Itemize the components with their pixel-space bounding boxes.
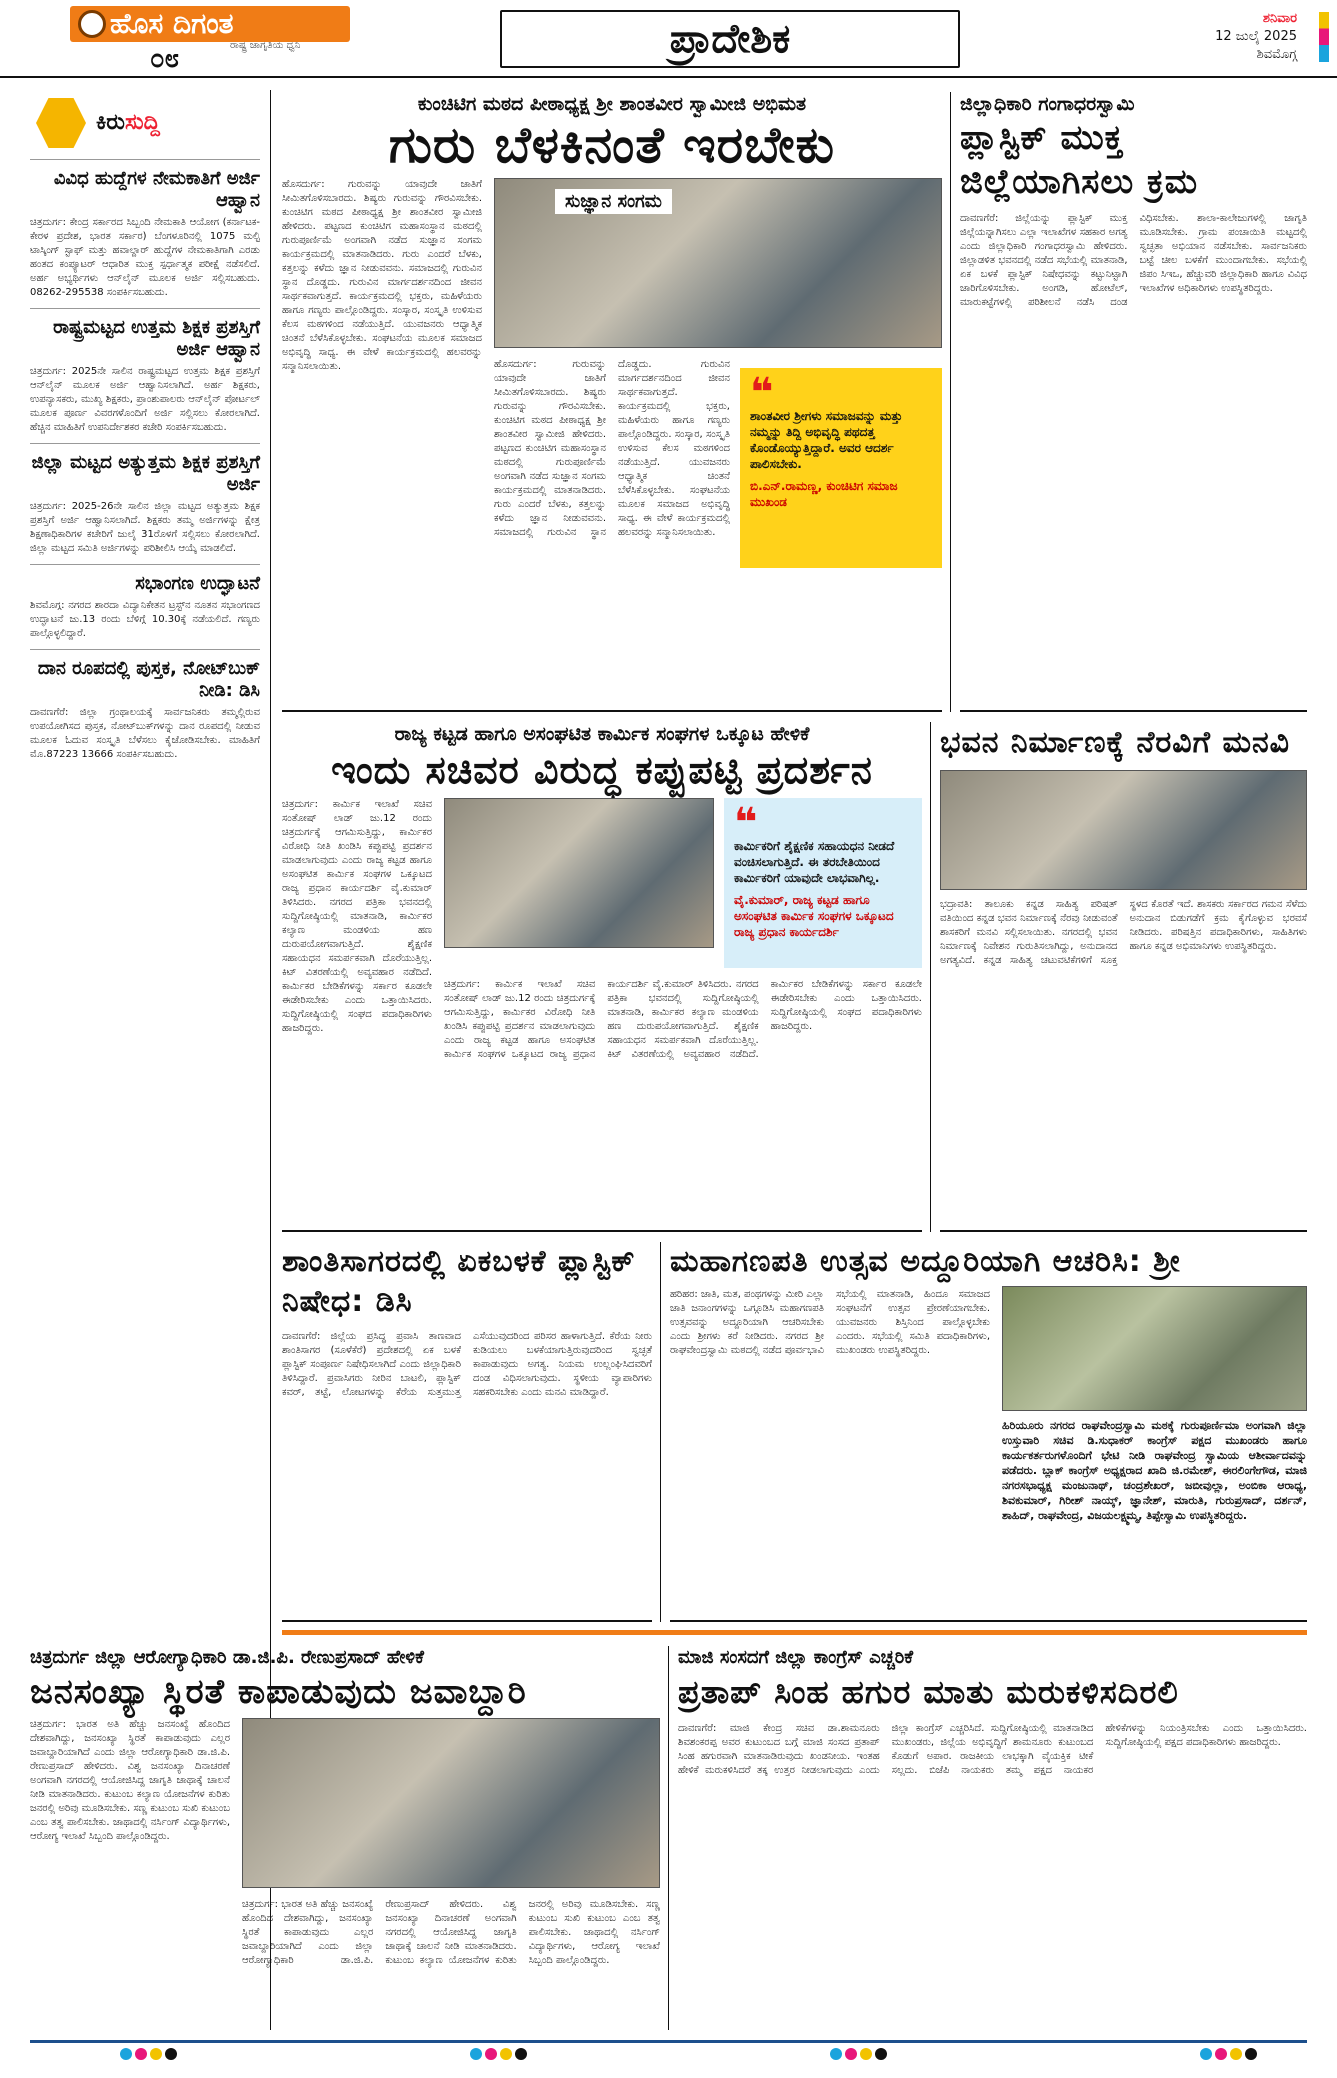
article-headline: ಶಾಂತಿಸಾಗರದಲ್ಲಿ ಏಕಬಳಕೆ ಪ್ಲಾಸ್ಟಿಕ್ ನಿಷೇಧ: ಡಿಸಿ — [282, 1244, 636, 1319]
brief-body: ಚಿತ್ರದುರ್ಗ: ಕೇಂದ್ರ ಸರ್ಕಾರದ ಸಿಬ್ಬಂದಿ ನೇಮಕಾತಿ ಆಯೋಗ (ಕರ್ನಾಟಕ-ಕೇರಳ ಪ್ರದೇಶ, ಭಾರತ ಸರ್ಕಾರ) ಬೆಂಗಳೂರಿನಲ್ಲಿ 1075 ಮಲ್ಟಿ ಟಾಸ್ಕಿಂಗ್ ಸ್ಟಾಫ್ ಮತ್ತು ಹವಾಲ್ದಾರ್ ಹುದ್ದೆಗಳ ನೇಮಕಾತಿಗಾಗಿ ಎರಡು ಹಂತದ ಕಂಪ್ಯೂಟರ್ ಆಧಾರಿತ ಮುಕ್ತ ಸ್ಪರ್ಧಾತ್ಮಕ ಪರೀಕ್ಷೆ ನಡೆಸಲಿದೆ. ಅರ್ಹ ಅಭ್ಯರ್ಥಿಗಳು ಆನ್‌ಲೈನ್ ಮೂಲಕ ಅರ್ಜಿ ಸಲ್ಲಿಸಬಹುದು. 08262-295538 ಸಂಪರ್ಕಿಸಬಹುದು. — [30, 217, 260, 298]
masthead — [70, 6, 350, 42]
article-photo — [494, 178, 942, 348]
cmyk-registration-marks — [1200, 2045, 1260, 2064]
quote-author: ಬಿ.ಎನ್.ರಾಮಣ್ಣ, ಕುಂಚಿಟಿಗ ಸಮಾಜ ಮುಖಂಡ — [750, 479, 898, 509]
article-body-continued — [242, 1898, 660, 2008]
column-divider — [950, 92, 951, 712]
brief-title: ರಾಷ್ಟ್ರಮಟ್ಟದ ಉತ್ತಮ ಶಿಕ್ಷಕ ಪ್ರಶಸ್ತಿಗೆ ಅರ್ಜಿ ಆಹ್ವಾನ — [53, 317, 260, 360]
article-photo — [940, 770, 1307, 890]
masthead-tagline: ರಾಷ್ಟ್ರ ಜಾಗೃತಿಯ ಧ್ವನಿ — [230, 40, 301, 51]
page-header — [0, 0, 1337, 78]
kiru-prefix: ಕಿರು — [96, 110, 125, 135]
article-body: ಚಿತ್ರದುರ್ಗ: ಭಾರತ ಅತಿ ಹೆಚ್ಚು ಜನಸಂಖ್ಯೆ ಹೊಂದಿದ ದೇಶವಾಗಿದ್ದು, ಜನಸಂಖ್ಯಾ ಸ್ಥಿರತೆ ಕಾಪಾಡುವುದು ಎಲ್ಲರ ಜವಾಬ್ದಾರಿಯಾಗಿದೆ ಎಂದು ಜಿಲ್ಲಾ ಆರೋಗ್ಯಾಧಿಕಾರಿ ಡಾ.ಜಿ.ಪಿ. ರೇಣುಪ್ರಸಾದ್ ಹೇಳಿದರು. ವಿಶ್ವ ಜನಸಂಖ್ಯಾ ದಿನಾಚರಣೆ ಅಂಗವಾಗಿ ನಗರದಲ್ಲಿ ಆಯೋಜಿಸಿದ್ದ ಜಾಗೃತಿ ಜಾಥಾಕ್ಕೆ ಚಾಲನೆ ನೀಡಿ ಮಾತನಾಡಿದರು. ಕುಟುಂಬ ಕಲ್ಯಾಣ ಯೋಜನೆಗಳ ಕುರಿತು ಜನರಲ್ಲಿ ಅರಿವು ಮೂಡಿಸಬೇಕು. ಸಣ್ಣ ಕುಟುಂಬ ಸುಖಿ ಕುಟುಂಬ ಎಂಬ ತತ್ವ ಪಾಲಿಸಬೇಕು. ಜಾಥಾದಲ್ಲಿ ನರ್ಸಿಂಗ್ ವಿದ್ಯಾರ್ಥಿಗಳು, ಆರೋಗ್ಯ ಇಲಾಖೆ ಸಿಬ್ಬಂದಿ ಪಾಲ್ಗೊಂಡಿದ್ದರು. — [30, 1719, 230, 1842]
brief-title: ಸಭಾಂಗಣ ಉದ್ಘಾಟನೆ — [135, 573, 260, 594]
article-kicker: ಚಿತ್ರದುರ್ಗ ಜಿಲ್ಲಾ ಆರೋಗ್ಯಾಧಿಕಾರಿ ಡಾ.ಜಿ.ಪಿ. ರೇಣುಪ್ರಸಾದ್ ಹೇಳಿಕೆ — [30, 1647, 424, 1668]
article-headline: ಜನಸಂಖ್ಯಾ ಸ್ಥಿರತೆ ಕಾಪಾಡುವುದು ಜವಾಬ್ದಾರಿ — [30, 1672, 527, 1712]
section-rule — [282, 1630, 1307, 1635]
article-headline: ಇಂದು ಸಚಿವರ ವಿರುದ್ಧ ಕಪ್ಪುಪಟ್ಟಿ ಪ್ರದರ್ಶನ — [331, 748, 873, 792]
day-label: ಶನಿವಾರ — [1262, 11, 1297, 26]
article-headline: ಗುರು ಬೆಳಕಿನಂತೆ ಇರಬೇಕು — [388, 116, 836, 174]
pull-quote — [724, 798, 922, 968]
masthead-title: ಹೊಸ ದಿಗಂತ — [110, 7, 234, 40]
quote-mark-icon: ❝ — [734, 800, 758, 846]
kiru-suddi-label — [96, 110, 160, 135]
article-population — [30, 1646, 660, 2030]
article-body-continued — [494, 358, 730, 698]
section-title: ಪ್ರಾದೇಶಿಕ — [500, 10, 960, 68]
brief-body: ಶಿವಮೊಗ್ಗ: ನಗರದ ಶಾರದಾ ವಿದ್ಯಾನಿಕೇತನ ಟ್ರಸ್ಟ್‌ನ ನೂತನ ಸಭಾಂಗಣದ ಉದ್ಘಾಟನೆ ಜು.13 ರಂದು ಬೆಳಿಗ್ಗೆ 10.30ಕ್ಕೆ ನಡೆಯಲಿದೆ. ಗಣ್ಯರು ಪಾಲ್ಗೊಳ್ಳಲಿದ್ದಾರೆ. — [30, 600, 260, 639]
brief-item — [30, 309, 260, 444]
pointing-hand-icon — [36, 98, 86, 148]
article-mahaganapati — [670, 1242, 1307, 1622]
quote-text: ಕಾರ್ಮಿಕರಿಗೆ ಶೈಕ್ಷಣಿಕ ಸಹಾಯಧನ ನೀಡದೆ ವಂಚಿಸಲಾಗುತ್ತಿದೆ. ಈ ತರಬೇತಿಯಿಂದ ಕಾರ್ಮಿಕರಿಗೆ ಯಾವುದೇ ಲಾಭವಾಗಿಲ್ಲ. — [734, 839, 895, 885]
brief-title: ವಿವಿಧ ಹುದ್ದೆಗಳ ನೇಮಕಾತಿಗೆ ಅರ್ಜಿ ಆಹ್ವಾನ — [53, 168, 260, 211]
cmyk-registration-marks — [120, 2045, 180, 2064]
photo-banner: ಸುಜ್ಞಾನ ಸಂಗಮ — [555, 189, 672, 214]
article-body: ಹರಿಹರ: ಜಾತಿ, ಮತ, ಪಂಥಗಳನ್ನು ಮೀರಿ ಎಲ್ಲಾ ಜಾತಿ ಜನಾಂಗಗಳನ್ನು ಒಗ್ಗೂಡಿಸಿ ಮಹಾಗಣಪತಿ ಉತ್ಸವವನ್ನು ಅದ್ದೂರಿಯಾಗಿ ಆಚರಿಸಬೇಕು ಎಂದು ಶ್ರೀಗಳು ಕರೆ ನೀಡಿದರು. ನಗರದ ಶ್ರೀ ರಾಘವೇಂದ್ರಸ್ವಾಮಿ ಮಠದಲ್ಲಿ ನಡೆದ ಪೂರ್ವಭಾವಿ ಸಭೆಯಲ್ಲಿ ಮಾತನಾಡಿ, ಹಿಂದೂ ಸಮಾಜದ ಸಂಘಟನೆಗೆ ಉತ್ಸವ ಪ್ರೇರಣೆಯಾಗಬೇಕು. ಯುವಜನರು ಶಿಸ್ತಿನಿಂದ ಪಾಲ್ಗೊಳ್ಳಬೇಕು ಎಂದರು. ಸಭೆಯಲ್ಲಿ ಸಮಿತಿ ಪದಾಧಿಕಾರಿಗಳು, ಮುಖಂಡರು ಉಪಸ್ಥಿತರಿದ್ದರು. — [670, 1289, 990, 1356]
cmyk-registration-marks — [470, 2045, 530, 2064]
brief-item — [30, 650, 260, 770]
article-black-band-protest — [282, 722, 922, 1232]
article-kicker: ಕುಂಚಿಟಿಗ ಮಠದ ಪೀಠಾಧ್ಯಕ್ಷ ಶ್ರೀ ಶಾಂತವೀರ ಸ್ವಾಮೀಜಿ ಅಭಿಮತ — [417, 93, 807, 115]
article-body-text: ಹೊಸದುರ್ಗ: ಗುರುವನ್ನು ಯಾವುದೇ ಜಾತಿಗೆ ಸೀಮಿತಗೊಳಿಸಬಾರದು. ಶಿಷ್ಯರು ಗುರುವನ್ನು ಗೌರವಿಸಬೇಕು. ಕುಂಚಿಟಿಗ ಮಠದ ಪೀಠಾಧ್ಯಕ್ಷ ಶ್ರೀ ಶಾಂತವೀರ ಸ್ವಾಮೀಜಿ ಹೇಳಿದರು. ಪಟ್ಟಣದ ಕುಂಚಿಟಿಗ ಮಹಾಸಂಸ್ಥಾನ ಮಠದಲ್ಲಿ ಗುರುಪೂರ್ಣಿಮೆ ಅಂಗವಾಗಿ ನಡೆದ ಸುಜ್ಞಾನ ಸಂಗಮ ಕಾರ್ಯಕ್ರಮದಲ್ಲಿ ಮಾತನಾಡಿದರು. ಗುರು ಎಂದರೆ ಬೆಳಕು, ಕತ್ತಲನ್ನು ಕಳೆದು ಜ್ಞಾನ ನೀಡುವವನು. ಸಮಾಜದಲ್ಲಿ ಗುರುವಿನ ಸ್ಥಾನ ದೊಡ್ಡದು. ಗುರುವಿನ ಮಾರ್ಗದರ್ಶನದಿಂದ ಜೀವನ ಸಾರ್ಥಕವಾಗುತ್ತದೆ. ಕಾರ್ಯಕ್ರಮದಲ್ಲಿ ಭಕ್ತರು, ಮಹಿಳೆಯರು ಹಾಗೂ ಗಣ್ಯರು ಪಾಲ್ಗೊಂಡಿದ್ದರು. ಸಂಸ್ಕಾರ, ಸಂಸ್ಕೃತಿ ಉಳಿಸುವ ಕೆಲಸ ಮಠಗಳಿಂದ ನಡೆಯುತ್ತಿದೆ. ಯುವಜನರು ಆಧ್ಯಾತ್ಮಿಕ ಚಿಂತನೆ ಬೆಳೆಸಿಕೊಳ್ಳಬೇಕು. ಸಂಘಟನೆಯ ಮೂಲಕ ಸಮಾಜದ ಅಭಿವೃದ್ಧಿ ಸಾಧ್ಯ. ಈ ವೇಳೆ ಕಾರ್ಯಕ್ರಮದಲ್ಲಿ ಹಲವರನ್ನು ಸನ್ಮಾನಿಸಲಾಯಿತು. — [494, 359, 730, 538]
article-bhavan — [940, 722, 1307, 1232]
article-headline: ಪ್ರತಾಪ್ ಸಿಂಹ ಹಗುರ ಮಾತು ಮರುಕಳಿಸದಿರಲಿ — [678, 1673, 1179, 1711]
photo-caption: ಹಿರಿಯೂರು ನಗರದ ರಾಘವೇಂದ್ರಸ್ವಾಮಿ ಮಠಕ್ಕೆ ಗುರುಪೂರ್ಣಿಮಾ ಅಂಗವಾಗಿ ಜಿಲ್ಲಾ ಉಸ್ತುವಾರಿ ಸಚಿವ ಡಿ.ಸುಧಾಕರ್ ಕಾಂಗ್ರೆಸ್ ಪಕ್ಷದ ಮುಖಂಡರು ಹಾಗೂ ಕಾರ್ಯಕರ್ತರುಗಳೊಂದಿಗೆ ಭೇಟಿ ನೀಡಿ ರಾಘವೇಂದ್ರ ಸ್ವಾಮಿಯ ಆಶೀರ್ವಾದವನ್ನು ಪಡೆದರು. ಬ್ಲಾಕ್ ಕಾಂಗ್ರೆಸ್ ಅಧ್ಯಕ್ಷರಾದ ಖಾದಿ ಜಿ.ರಮೇಶ್, ಈರಲಿಂಗೇಗೌಡ, ಮಾಜಿ ನಗರಸಭಾಧ್ಯಕ್ಷ ಮಂಜುನಾಥ್, ಚಂದ್ರಶೇಖರ್, ಜಬೀವುಲ್ಲಾ, ಅಂಬಿಕಾ ಆರಾಧ್ಯ, ಶಿವಕುಮಾರ್, ಗಿರೀಶ್ ನಾಯ್ಕ್, ಜ್ಞಾನೇಶ್, ಮಾರುತಿ, ಗುರುಪ್ರಸಾದ್, ದರ್ಶನ್, ಶಾಹಿದ್, ರಾಘವೇಂದ್ರ, ವಿಜಯಲಕ್ಷ್ಮಮ್ಮ, ತಿಪ್ಪೇಸ್ವಾಮಿ ಉಪಸ್ಥಿತರಿದ್ದರು. — [1002, 1419, 1307, 1522]
article-body: ಹೊಸದುರ್ಗ: ಗುರುವನ್ನು ಯಾವುದೇ ಜಾತಿಗೆ ಸೀಮಿತಗೊಳಿಸಬಾರದು. ಶಿಷ್ಯರು ಗುರುವನ್ನು ಗೌರವಿಸಬೇಕು. ಕುಂಚಿಟಿಗ ಮಠದ ಪೀಠಾಧ್ಯಕ್ಷ ಶ್ರೀ ಶಾಂತವೀರ ಸ್ವಾಮೀಜಿ ಹೇಳಿದರು. ಪಟ್ಟಣದ ಕುಂಚಿಟಿಗ ಮಹಾಸಂಸ್ಥಾನ ಮಠದಲ್ಲಿ ಗುರುಪೂರ್ಣಿಮೆ ಅಂಗವಾಗಿ ನಡೆದ ಸುಜ್ಞಾನ ಸಂಗಮ ಕಾರ್ಯಕ್ರಮದಲ್ಲಿ ಮಾತನಾಡಿದರು. ಗುರು ಎಂದರೆ ಬೆಳಕು, ಕತ್ತಲನ್ನು ಕಳೆದು ಜ್ಞಾನ ನೀಡುವವನು. ಸಮಾಜದಲ್ಲಿ ಗುರುವಿನ ಸ್ಥಾನ ದೊಡ್ಡದು. ಗುರುವಿನ ಮಾರ್ಗದರ್ಶನದಿಂದ ಜೀವನ ಸಾರ್ಥಕವಾಗುತ್ತದೆ. ಕಾರ್ಯಕ್ರಮದಲ್ಲಿ ಭಕ್ತರು, ಮಹಿಳೆಯರು ಹಾಗೂ ಗಣ್ಯರು ಪಾಲ್ಗೊಂಡಿದ್ದರು. ಸಂಸ್ಕಾರ, ಸಂಸ್ಕೃತಿ ಉಳಿಸುವ ಕೆಲಸ ಮಠಗಳಿಂದ ನಡೆಯುತ್ತಿದೆ. ಯುವಜನರು ಆಧ್ಯಾತ್ಮಿಕ ಚಿಂತನೆ ಬೆಳೆಸಿಕೊಳ್ಳಬೇಕು. ಸಂಘಟನೆಯ ಮೂಲಕ ಸಮಾಜದ ಅಭಿವೃದ್ಧಿ ಸಾಧ್ಯ. ಈ ವೇಳೆ ಕಾರ್ಯಕ್ರಮದಲ್ಲಿ ಹಲವರನ್ನು ಸನ್ಮಾನಿಸಲಾಯಿತು. — [282, 179, 482, 372]
article-body: ದಾವಣಗೆರೆ: ಮಾಜಿ ಕೇಂದ್ರ ಸಚಿವ ಡಾ.ಶಾಮನೂರು ಶಿವಶಂಕರಪ್ಪ ಅವರ ಕುಟುಂಬದ ಬಗ್ಗೆ ಮಾಜಿ ಸಂಸದ ಪ್ರತಾಪ್ ಸಿಂಹ ಹಗುರವಾಗಿ ಮಾತನಾಡಿರುವುದು ಖಂಡನೀಯ. ಇಂತಹ ಹೇಳಿಕೆ ಮರುಕಳಿಸಿದರೆ ತಕ್ಕ ಉತ್ತರ ನೀಡಲಾಗುವುದು ಎಂದು ಜಿಲ್ಲಾ ಕಾಂಗ್ರೆಸ್ ಎಚ್ಚರಿಸಿದೆ. ಸುದ್ದಿಗೋಷ್ಠಿಯಲ್ಲಿ ಮಾತನಾಡಿದ ಮುಖಂಡರು, ಜಿಲ್ಲೆಯ ಅಭಿವೃದ್ಧಿಗೆ ಶಾಮನೂರು ಕುಟುಂಬದ ಕೊಡುಗೆ ಅಪಾರ. ರಾಜಕೀಯ ಲಾಭಕ್ಕಾಗಿ ವೈಯಕ್ತಿಕ ಟೀಕೆ ಸಲ್ಲದು. ಬಿಜೆಪಿ ನಾಯಕರು ತಮ್ಮ ಪಕ್ಷದ ನಾಯಕರ ಹೇಳಿಕೆಗಳನ್ನು ನಿಯಂತ್ರಿಸಬೇಕು ಎಂದು ಒತ್ತಾಯಿಸಿದರು. ಸುದ್ದಿಗೋಷ್ಠಿಯಲ್ಲಿ ಪಕ್ಷದ ಪದಾಧಿಕಾರಿಗಳು ಹಾಜರಿದ್ದರು. — [678, 1723, 1307, 1776]
kiru-suddi-banner — [30, 90, 260, 160]
article-headline: ಪ್ಲಾಸ್ಟಿಕ್ ಮುಕ್ತ ಜಿಲ್ಲೆಯಾಗಿಸಲು ಕ್ರಮ — [960, 118, 1199, 202]
kiru-suffix: ಸುದ್ದಿ — [124, 110, 160, 135]
brief-body: ದಾವಣಗೆರೆ: ಜಿಲ್ಲಾ ಗ್ರಂಥಾಲಯಕ್ಕೆ ಸಾರ್ವಜನಿಕರು ತಮ್ಮಲ್ಲಿರುವ ಉಪಯೋಗಿಸದ ಪುಸ್ತಕ, ನೋಟ್‌ಬುಕ್‌ಗಳನ್ನು ದಾನ ರೂಪದಲ್ಲಿ ನೀಡುವ ಮೂಲಕ ಓದುವ ಸಂಸ್ಕೃತಿ ಬೆಳೆಸಲು ಕೈಜೋಡಿಸಬೇಕು. ಮಾಹಿತಿಗೆ ಮೊ.87223 13666 ಸಂಪರ್ಕಿಸಬಹುದು. — [30, 707, 260, 760]
article-kicker: ಜಿಲ್ಲಾಧಿಕಾರಿ ಗಂಗಾಧರಸ್ವಾಮಿ — [960, 93, 1135, 115]
article-kicker: ಮಾಜಿ ಸಂಸದಗೆ ಜಿಲ್ಲಾ ಕಾಂಗ್ರೆಸ್ ಎಚ್ಚರಿಕೆ — [678, 1647, 914, 1668]
article-shantisagara — [282, 1242, 652, 1622]
registration-color-bar — [1319, 12, 1329, 62]
article-pratap-simha — [678, 1646, 1307, 2030]
article-headline: ಭವನ ನಿರ್ಮಾಣಕ್ಕೆ ನೆರವಿಗೆ ಮನವಿ — [940, 725, 1291, 760]
footer-rule — [30, 2040, 1307, 2043]
brief-body: ಚಿತ್ರದುರ್ಗ: 2025-26ನೇ ಸಾಲಿನ ಜಿಲ್ಲಾ ಮಟ್ಟದ ಅತ್ಯುತ್ತಮ ಶಿಕ್ಷಕ ಪ್ರಶಸ್ತಿಗೆ ಅರ್ಜಿ ಆಹ್ವಾನಿಸಲಾಗಿದೆ. ಶಿಕ್ಷಕರು ತಮ್ಮ ಅರ್ಜಿಗಳನ್ನು ಕ್ಷೇತ್ರ ಶಿಕ್ಷಣಾಧಿಕಾರಿಗಳ ಕಚೇರಿಗೆ ಜುಲೈ 31ರೊಳಗೆ ಸಲ್ಲಿಸಲು ಕೋರಲಾಗಿದೆ. ಜಿಲ್ಲಾ ಮಟ್ಟದ ಸಮಿತಿ ಅರ್ಜಿಗಳನ್ನು ಪರಿಶೀಲಿಸಿ ಆಯ್ಕೆ ಮಾಡಲಿದೆ. — [30, 501, 260, 554]
article-body-text: ಚಿತ್ರದುರ್ಗ: ಭಾರತ ಅತಿ ಹೆಚ್ಚು ಜನಸಂಖ್ಯೆ ಹೊಂದಿದ ದೇಶವಾಗಿದ್ದು, ಜನಸಂಖ್ಯಾ ಸ್ಥಿರತೆ ಕಾಪಾಡುವುದು ಎಲ್ಲರ ಜವಾಬ್ದಾರಿಯಾಗಿದೆ ಎಂದು ಜಿಲ್ಲಾ ಆರೋಗ್ಯಾಧಿಕಾರಿ ಡಾ.ಜಿ.ಪಿ. ರೇಣುಪ್ರಸಾದ್ ಹೇಳಿದರು. ವಿಶ್ವ ಜನಸಂಖ್ಯಾ ದಿನಾಚರಣೆ ಅಂಗವಾಗಿ ನಗರದಲ್ಲಿ ಆಯೋಜಿಸಿದ್ದ ಜಾಗೃತಿ ಜಾಥಾಕ್ಕೆ ಚಾಲನೆ ನೀಡಿ ಮಾತನಾಡಿದರು. ಕುಟುಂಬ ಕಲ್ಯಾಣ ಯೋಜನೆಗಳ ಕುರಿತು ಜನರಲ್ಲಿ ಅರಿವು ಮೂಡಿಸಬೇಕು. ಸಣ್ಣ ಕುಟುಂಬ ಸುಖಿ ಕುಟುಂಬ ಎಂಬ ತತ್ವ ಪಾಲಿಸಬೇಕು. ಜಾಥಾದಲ್ಲಿ ನರ್ಸಿಂಗ್ ವಿದ್ಯಾರ್ಥಿಗಳು, ಆರೋಗ್ಯ ಇಲಾಖೆ ಸಿಬ್ಬಂದಿ ಪಾಲ್ಗೊಂಡಿದ್ದರು. — [242, 1899, 660, 1966]
article-photo — [242, 1718, 660, 1888]
column-divider — [930, 722, 931, 1232]
brief-title: ಜಿಲ್ಲಾ ಮಟ್ಟದ ಅತ್ಯುತ್ತಮ ಶಿಕ್ಷಕ ಪ್ರಶಸ್ತಿಗೆ ಅರ್ಜಿ — [31, 452, 260, 495]
quote-text: ಶಾಂತವೀರ ಶ್ರೀಗಳು ಸಮಾಜವನ್ನು ಮತ್ತು ನಮ್ಮನ್ನು ತಿದ್ದಿ ಅಭಿವೃದ್ಧಿ ಪಥದತ್ತ ಕೊಂಡೊಯ್ಯುತ್ತಿದ್ದಾರೆ. ಅವರ ಆದರ್ಶ ಪಾಲಿಸಬೇಕು. — [750, 409, 903, 471]
cmyk-registration-marks — [830, 2045, 890, 2064]
dateline — [1215, 10, 1297, 64]
brief-item — [30, 160, 260, 309]
quote-mark-icon: ❝ — [750, 370, 774, 416]
article-body: ಭದ್ರಾವತಿ: ತಾಲೂಕು ಕನ್ನಡ ಸಾಹಿತ್ಯ ಪರಿಷತ್ ವತಿಯಿಂದ ಕನ್ನಡ ಭವನ ನಿರ್ಮಾಣಕ್ಕೆ ನೆರವು ನೀಡುವಂತೆ ಶಾಸಕರಿಗೆ ಮನವಿ ಸಲ್ಲಿಸಲಾಯಿತು. ನಗರದಲ್ಲಿ ಭವನ ನಿರ್ಮಾಣಕ್ಕೆ ನಿವೇಶನ ಗುರುತಿಸಲಾಗಿದ್ದು, ಅನುದಾನದ ಅಗತ್ಯವಿದೆ. ಕನ್ನಡ ಸಾಹಿತ್ಯ ಚಟುವಟಿಕೆಗಳಿಗೆ ಸೂಕ್ತ ಸ್ಥಳದ ಕೊರತೆ ಇದೆ. ಶಾಸಕರು ಸರ್ಕಾರದ ಗಮನ ಸೆಳೆದು ಅನುದಾನ ಬಿಡುಗಡೆಗೆ ಕ್ರಮ ಕೈಗೊಳ್ಳುವ ಭರವಸೆ ನೀಡಿದರು. ಪರಿಷತ್ತಿನ ಪದಾಧಿಕಾರಿಗಳು, ಸಾಹಿತಿಗಳು ಹಾಗೂ ಕನ್ನಡ ಅಭಿಮಾನಿಗಳು ಉಪಸ್ಥಿತರಿದ್ದರು. — [940, 899, 1307, 966]
brief-item — [30, 444, 260, 565]
brief-title: ದಾನ ರೂಪದಲ್ಲಿ ಪುಸ್ತಕ, ನೋಟ್‌ಬುಕ್ ನೀಡಿ: ಡಿಸಿ — [37, 658, 260, 701]
page-number: ೦೮ — [150, 44, 180, 74]
brief-item — [30, 565, 260, 650]
article-body: ದಾವಣಗೆರೆ: ಜಿಲ್ಲೆಯನ್ನು ಪ್ಲಾಸ್ಟಿಕ್ ಮುಕ್ತ ಜಿಲ್ಲೆಯನ್ನಾಗಿಸಲು ಎಲ್ಲಾ ಇಲಾಖೆಗಳ ಸಹಕಾರ ಅಗತ್ಯ ಎಂದು ಜಿಲ್ಲಾಧಿಕಾರಿ ಗಂಗಾಧರಸ್ವಾಮಿ ಹೇಳಿದರು. ಜಿಲ್ಲಾಡಳಿತ ಭವನದಲ್ಲಿ ನಡೆದ ಸಭೆಯಲ್ಲಿ ಮಾತನಾಡಿ, ಏಕ ಬಳಕೆ ಪ್ಲಾಸ್ಟಿಕ್ ನಿಷೇಧವನ್ನು ಕಟ್ಟುನಿಟ್ಟಾಗಿ ಜಾರಿಗೊಳಿಸಬೇಕು. ಅಂಗಡಿ, ಹೋಟೆಲ್, ಮಾರುಕಟ್ಟೆಗಳಲ್ಲಿ ಪರಿಶೀಲನೆ ನಡೆಸಿ ದಂಡ ವಿಧಿಸಬೇಕು. ಶಾಲಾ-ಕಾಲೇಜುಗಳಲ್ಲಿ ಜಾಗೃತಿ ಮೂಡಿಸಬೇಕು. ಗ್ರಾಮ ಪಂಚಾಯಿತಿ ಮಟ್ಟದಲ್ಲಿ ಸ್ವಚ್ಛತಾ ಅಭಿಯಾನ ನಡೆಸಬೇಕು. ಸಾರ್ವಜನಿಕರು ಬಟ್ಟೆ ಚೀಲ ಬಳಕೆಗೆ ಮುಂದಾಗಬೇಕು. ಸಭೆಯಲ್ಲಿ ಜಿಪಂ ಸಿಇಒ, ಹೆಚ್ಚುವರಿ ಜಿಲ್ಲಾಧಿಕಾರಿ ಹಾಗೂ ವಿವಿಧ ಇಲಾಖೆಗಳ ಅಧಿಕಾರಿಗಳು ಉಪಸ್ಥಿತರಿದ್ದರು. — [960, 213, 1307, 308]
article-body: ಚಿತ್ರದುರ್ಗ: ಕಾರ್ಮಿಕ ಇಲಾಖೆ ಸಚಿವ ಸಂತೋಷ್ ಲಾಡ್ ಜು.12 ರಂದು ಚಿತ್ರದುರ್ಗಕ್ಕೆ ಆಗಮಿಸುತ್ತಿದ್ದು, ಕಾರ್ಮಿಕರ ವಿರೋಧಿ ನೀತಿ ಖಂಡಿಸಿ ಕಪ್ಪುಪಟ್ಟಿ ಪ್ರದರ್ಶನ ಮಾಡಲಾಗುವುದು ಎಂದು ರಾಜ್ಯ ಕಟ್ಟಡ ಹಾಗೂ ಅಸಂಘಟಿತ ಕಾರ್ಮಿಕ ಸಂಘಗಳ ಒಕ್ಕೂಟದ ರಾಜ್ಯ ಪ್ರಧಾನ ಕಾರ್ಯದರ್ಶಿ ವೈ.ಕುಮಾರ್ ತಿಳಿಸಿದರು. ನಗರದ ಪತ್ರಿಕಾ ಭವನದಲ್ಲಿ ಸುದ್ದಿಗೋಷ್ಠಿಯಲ್ಲಿ ಮಾತನಾಡಿ, ಕಾರ್ಮಿಕರ ಕಲ್ಯಾಣ ಮಂಡಳಿಯ ಹಣ ದುರುಪಯೋಗವಾಗುತ್ತಿದೆ. ಶೈಕ್ಷಣಿಕ ಸಹಾಯಧನ ಸಮರ್ಪಕವಾಗಿ ದೊರೆಯುತ್ತಿಲ್ಲ. ಕಿಟ್ ವಿತರಣೆಯಲ್ಲಿ ಅವ್ಯವಹಾರ ನಡೆದಿದೆ. ಕಾರ್ಮಿಕರ ಬೇಡಿಕೆಗಳನ್ನು ಸರ್ಕಾರ ಕೂಡಲೇ ಈಡೇರಿಸಬೇಕು ಎಂದು ಒತ್ತಾಯಿಸಿದರು. ಸುದ್ದಿಗೋಷ್ಠಿಯಲ್ಲಿ ಸಂಘದ ಪದಾಧಿಕಾರಿಗಳು ಹಾಜರಿದ್ದರು. — [282, 799, 432, 1034]
city-label: ಶಿವಮೊಗ್ಗ — [1256, 47, 1297, 62]
article-photo — [444, 798, 714, 948]
article-body: ದಾವಣಗೆರೆ: ಜಿಲ್ಲೆಯ ಪ್ರಸಿದ್ಧ ಪ್ರವಾಸಿ ತಾಣವಾದ ಶಾಂತಿಸಾಗರ (ಸೂಳೆಕೆರೆ) ಪ್ರದೇಶದಲ್ಲಿ ಏಕ ಬಳಕೆ ಪ್ಲಾಸ್ಟಿಕ್ ಸಂಪೂರ್ಣ ನಿಷೇಧಿಸಲಾಗಿದೆ ಎಂದು ಜಿಲ್ಲಾಧಿಕಾರಿ ತಿಳಿಸಿದ್ದಾರೆ. ಪ್ರವಾಸಿಗರು ನೀರಿನ ಬಾಟಲಿ, ಪ್ಲಾಸ್ಟಿಕ್ ಕವರ್, ತಟ್ಟೆ, ಲೋಟಗಳನ್ನು ಕೆರೆಯ ಸುತ್ತಮುತ್ತ ಎಸೆಯುವುದರಿಂದ ಪರಿಸರ ಹಾಳಾಗುತ್ತಿದೆ. ಕೆರೆಯ ನೀರು ಕುಡಿಯಲು ಬಳಕೆಯಾಗುತ್ತಿರುವುದರಿಂದ ಸ್ವಚ್ಛತೆ ಕಾಪಾಡುವುದು ಅಗತ್ಯ. ನಿಯಮ ಉಲ್ಲಂಘಿಸಿದವರಿಗೆ ದಂಡ ವಿಧಿಸಲಾಗುವುದು. ಸ್ಥಳೀಯ ವ್ಯಾಪಾರಿಗಳು ಸಹಕರಿಸಬೇಕು ಎಂದು ಮನವಿ ಮಾಡಿದ್ದಾರೆ. — [282, 1331, 652, 1398]
article-kicker: ರಾಜ್ಯ ಕಟ್ಟಡ ಹಾಗೂ ಅಸಂಘಟಿತ ಕಾರ್ಮಿಕ ಸಂಘಗಳ ಒಕ್ಕೂಟ ಹೇಳಿಕೆ — [394, 723, 810, 745]
article-photo — [1002, 1286, 1307, 1411]
brief-body: ಚಿತ್ರದುರ್ಗ: 2025ನೇ ಸಾಲಿನ ರಾಷ್ಟ್ರಮಟ್ಟದ ಉತ್ತಮ ಶಿಕ್ಷಕ ಪ್ರಶಸ್ತಿಗೆ ಆನ್‌ಲೈನ್ ಮೂಲಕ ಅರ್ಜಿ ಆಹ್ವಾನಿಸಲಾಗಿದೆ. ಅರ್ಹ ಶಿಕ್ಷಕರು, ಉಪನ್ಯಾಸಕರು, ಮುಖ್ಯ ಶಿಕ್ಷಕರು, ಪ್ರಾಂಶುಪಾಲರು ಆನ್‌ಲೈನ್ ಪೋರ್ಟಲ್ ಮೂಲಕ ಪೂರ್ಣ ವಿವರಗಳೊಂದಿಗೆ ಅರ್ಜಿ ಸಲ್ಲಿಸಲು ಕೋರಲಾಗಿದೆ. ಹೆಚ್ಚಿನ ಮಾಹಿತಿಗೆ ಉಪನಿರ್ದೇಶಕರ ಕಚೇರಿ ಸಂಪರ್ಕಿಸಬಹುದು. — [30, 366, 260, 433]
article-plastic-free — [960, 92, 1307, 712]
date-label: 12 ಜುಲೈ 2025 — [1215, 29, 1297, 44]
column-divider — [668, 1646, 669, 2030]
quote-author: ವೈ.ಕುಮಾರ್, ರಾಜ್ಯ ಕಟ್ಟಡ ಹಾಗೂ ಅಸಂಘಟಿತ ಕಾರ್ಮಿಕ ಸಂಘಗಳ ಒಕ್ಕೂಟದ ರಾಜ್ಯ ಪ್ರಧಾನ ಕಾರ್ಯದರ್ಶಿ — [734, 893, 894, 939]
article-guru — [282, 92, 942, 712]
article-headline: ಮಹಾಗಣಪತಿ ಉತ್ಸವ ಅದ್ದೂರಿಯಾಗಿ ಆಚರಿಸಿ: ಶ್ರೀ — [670, 1244, 1181, 1279]
article-body-text: ಚಿತ್ರದುರ್ಗ: ಕಾರ್ಮಿಕ ಇಲಾಖೆ ಸಚಿವ ಸಂತೋಷ್ ಲಾಡ್ ಜು.12 ರಂದು ಚಿತ್ರದುರ್ಗಕ್ಕೆ ಆಗಮಿಸುತ್ತಿದ್ದು, ಕಾರ್ಮಿಕರ ವಿರೋಧಿ ನೀತಿ ಖಂಡಿಸಿ ಕಪ್ಪುಪಟ್ಟಿ ಪ್ರದರ್ಶನ ಮಾಡಲಾಗುವುದು ಎಂದು ರಾಜ್ಯ ಕಟ್ಟಡ ಹಾಗೂ ಅಸಂಘಟಿತ ಕಾರ್ಮಿಕ ಸಂಘಗಳ ಒಕ್ಕೂಟದ ರಾಜ್ಯ ಪ್ರಧಾನ ಕಾರ್ಯದರ್ಶಿ ವೈ.ಕುಮಾರ್ ತಿಳಿಸಿದರು. ನಗರದ ಪತ್ರಿಕಾ ಭವನದಲ್ಲಿ ಸುದ್ದಿಗೋಷ್ಠಿಯಲ್ಲಿ ಮಾತನಾಡಿ, ಕಾರ್ಮಿಕರ ಕಲ್ಯಾಣ ಮಂಡಳಿಯ ಹಣ ದುರುಪಯೋಗವಾಗುತ್ತಿದೆ. ಶೈಕ್ಷಣಿಕ ಸಹಾಯಧನ ಸಮರ್ಪಕವಾಗಿ ದೊರೆಯುತ್ತಿಲ್ಲ. ಕಿಟ್ ವಿತರಣೆಯಲ್ಲಿ ಅವ್ಯವಹಾರ ನಡೆದಿದೆ. ಕಾರ್ಮಿಕರ ಬೇಡಿಕೆಗಳನ್ನು ಸರ್ಕಾರ ಕೂಡಲೇ ಈಡೇರಿಸಬೇಕು ಎಂದು ಒತ್ತಾಯಿಸಿದರು. ಸುದ್ದಿಗೋಷ್ಠಿಯಲ್ಲಿ ಸಂಘದ ಪದಾಧಿಕಾರಿಗಳು ಹಾಜರಿದ್ದರು. — [444, 979, 922, 1060]
pull-quote — [740, 368, 942, 568]
article-body-continued — [444, 978, 922, 1208]
column-divider — [660, 1242, 661, 1622]
masthead-logo-icon — [78, 10, 106, 38]
